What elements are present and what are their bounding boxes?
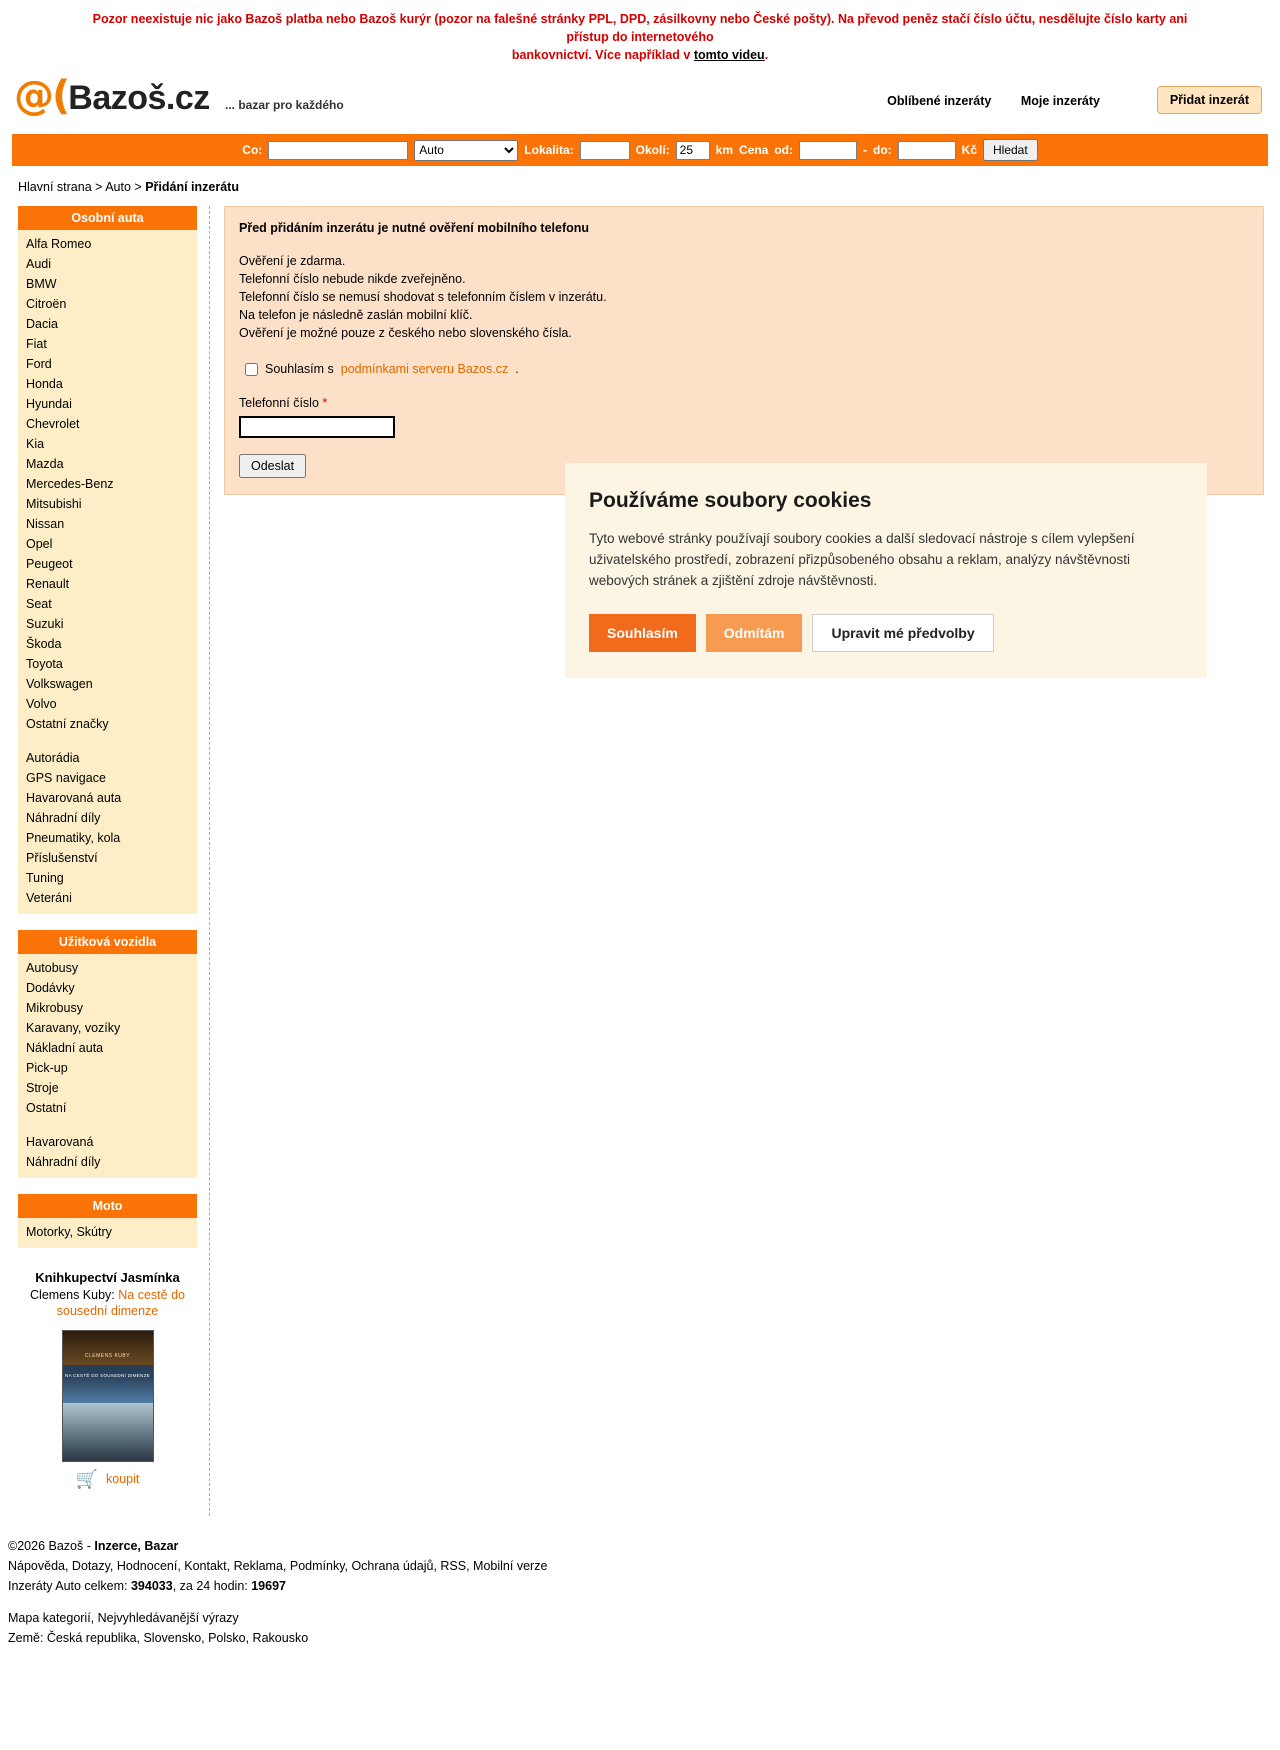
breadcrumb-category[interactable]: Auto: [105, 180, 131, 195]
fraud-warning: [0, 0, 1280, 70]
submit-button[interactable]: Odeslat: [239, 454, 306, 478]
price-to-label: do:: [873, 143, 892, 158]
sidebar-item-ford[interactable]: Ford: [26, 357, 52, 372]
sidebar-item-audi[interactable]: Audi: [26, 257, 52, 272]
cookie-reject-button[interactable]: Odmítám: [706, 614, 803, 652]
sidebar-item-volkswagen[interactable]: Volkswagen: [26, 677, 93, 692]
warning-line-2a: bankovnictví. Více například v: [511, 48, 694, 63]
locality-input[interactable]: [580, 141, 630, 160]
category-select[interactable]: [414, 140, 518, 161]
footer-stats-day: 19697: [251, 1578, 286, 1593]
sidebar-item-hyundai[interactable]: Hyundai: [26, 397, 72, 412]
book-cover-author: CLEMENS KUBY: [84, 1352, 131, 1359]
sidebar-item-dodavky[interactable]: Dodávky: [26, 981, 75, 996]
link-favourite-ads[interactable]: Oblíbené inzeráty: [887, 94, 992, 109]
footer-copyright-bold: Inzerce, Bazar: [94, 1538, 179, 1553]
breadcrumb-sep-2: >: [130, 180, 146, 195]
sidebar-item-nahradni-dily[interactable]: Náhradní díly: [26, 811, 101, 826]
verify-line-5: Ověření je možné pouze z českého nebo slovenského čísla.: [239, 326, 572, 340]
verify-line-3: Telefonní číslo se nemusí shodovat s telefonním číslem v inzerátu.: [239, 289, 607, 304]
sidebar-item-dacia[interactable]: Dacia: [26, 317, 58, 332]
cookie-accept-button[interactable]: Souhlasím: [589, 614, 696, 652]
sidebar-item-tuning[interactable]: Tuning: [26, 871, 64, 886]
category-title: Moto: [18, 1194, 197, 1218]
phone-input[interactable]: [239, 416, 395, 438]
footer-countries[interactable]: Země: Česká republika, Slovensko, Polsko, Rakousko: [8, 1630, 309, 1645]
book-cover-photo: [63, 1403, 153, 1461]
sidebar-item-toyota[interactable]: Toyota: [26, 657, 63, 672]
locality-label: Lokalita:: [524, 143, 574, 158]
price-from-label: od:: [774, 143, 793, 158]
sidebar-item-volvo[interactable]: Volvo: [26, 697, 57, 712]
cookie-banner: [565, 463, 1207, 678]
category-title: Osobní auta: [18, 206, 197, 230]
at-icon: @(: [14, 73, 69, 120]
sidebar: [18, 206, 210, 1515]
sidebar-item-autoradia[interactable]: Autorádia: [26, 751, 80, 766]
currency-label: Kč: [961, 143, 977, 158]
verify-line-2: Telefonní číslo nebude nikde zveřejněno.: [239, 271, 466, 286]
category-title: Užitková vozidla: [18, 930, 197, 954]
footer-stats: [8, 1576, 1280, 1596]
breadcrumb-home[interactable]: Hlavní strana: [18, 180, 92, 195]
category-box-uzitkova-vozidla: [18, 930, 197, 1178]
category-divider: [18, 734, 197, 748]
main-content: [210, 206, 1280, 642]
price-dash: -: [863, 143, 867, 158]
sidebar-item-pneumatiky-kola[interactable]: Pneumatiky, kola: [26, 831, 121, 846]
sidebar-item-motorky-skutry[interactable]: Motorky, Skútry: [26, 1225, 112, 1240]
buy-row: [18, 1470, 197, 1488]
terms-checkbox[interactable]: [245, 363, 258, 376]
cart-icon: 🛒: [75, 1468, 99, 1489]
sidebar-item-seat[interactable]: Seat: [26, 597, 52, 612]
footer-links[interactable]: Nápověda, Dotazy, Hodnocení, Kontakt, Reklama, Podmínky, Ochrana údajů, RSS, Mobilní verze: [8, 1558, 548, 1573]
promo-book-link[interactable]: Na cestě do sousední dimenze: [56, 1288, 185, 1318]
book-cover-image[interactable]: [62, 1330, 154, 1462]
breadcrumb: [18, 180, 1280, 194]
header-links: [861, 94, 1100, 108]
sidebar-item-mazda[interactable]: Mazda: [26, 457, 64, 472]
book-cover-top: [63, 1331, 153, 1365]
footer-stats-mid: , za 24 hodin:: [172, 1578, 252, 1593]
site-footer: [8, 1536, 1280, 1668]
buy-link[interactable]: koupit: [106, 1471, 140, 1486]
site-header: [0, 70, 1280, 128]
sidebar-item-havarovana[interactable]: Havarovaná: [26, 1135, 94, 1150]
cookie-customize-button[interactable]: Upravit mé předvolby: [812, 614, 993, 652]
sidebar-item-veterani[interactable]: Veteráni: [26, 891, 72, 906]
verify-line-1: Ověření je zdarma.: [239, 253, 346, 268]
sidebar-item-citroen[interactable]: Citroën: [26, 297, 67, 312]
sidebar-item-kia[interactable]: Kia: [26, 437, 45, 452]
phone-verification-panel: [224, 206, 1264, 495]
verify-info-lines: [239, 252, 1249, 343]
price-to-input[interactable]: [898, 141, 956, 160]
breadcrumb-current: Přidání inzerátu: [145, 180, 239, 195]
sidebar-item-mikrobusy[interactable]: Mikrobusy: [26, 1001, 83, 1016]
sidebar-item-honda[interactable]: Honda: [26, 377, 63, 392]
phone-label-text: Telefonní číslo: [239, 396, 319, 411]
sidebar-item-mitsubishi[interactable]: Mitsubishi: [26, 497, 82, 512]
sidebar-item-bmw[interactable]: BMW: [26, 277, 57, 292]
content-area: [0, 206, 1280, 1515]
sidebar-item-ostatni-znacky[interactable]: Ostatní značky: [26, 717, 109, 732]
sidebar-item-autobusy[interactable]: Autobusy: [26, 961, 79, 976]
required-marker: *: [322, 396, 328, 411]
footer-stats-prefix: Inzeráty Auto celkem:: [8, 1578, 131, 1593]
sidebar-item-mercedes-benz[interactable]: Mercedes-Benz: [26, 477, 114, 492]
logo-text: Bazoš.cz: [68, 79, 210, 118]
breadcrumb-sep-1: >: [91, 180, 106, 195]
footer-copyright: [8, 1536, 1280, 1556]
search-bar: [12, 134, 1268, 166]
category-list: [18, 230, 197, 914]
sidebar-item-fiat[interactable]: Fiat: [26, 337, 47, 352]
sidebar-item-renault[interactable]: Renault: [26, 577, 70, 592]
warning-video-link[interactable]: tomto videu: [693, 48, 765, 63]
category-list: [18, 954, 197, 1178]
promo-title: Knihkupectví Jasmínka: [35, 1270, 180, 1286]
logo[interactable]: [14, 73, 210, 120]
sidebar-item-chevrolet[interactable]: Chevrolet: [26, 417, 80, 432]
terms-dot: .: [515, 362, 519, 377]
footer-stats-total: 394033: [130, 1578, 173, 1593]
sidebar-item-ostatni[interactable]: Ostatní: [26, 1101, 67, 1116]
book-cover-title: NA CESTĚ DO SOUSEDNÍ DIMENZE: [65, 1372, 150, 1378]
footer-map-links[interactable]: Mapa kategorií, Nejvyhledávanější výrazy: [8, 1610, 239, 1625]
category-list: [18, 1218, 197, 1248]
sidebar-item-peugeot[interactable]: Peugeot: [26, 557, 73, 572]
cookie-buttons: [589, 614, 1179, 652]
sidebar-item-alfa-romeo[interactable]: Alfa Romeo: [26, 237, 92, 252]
warning-line-2b: .: [764, 48, 769, 63]
promo-bookstore: [18, 1264, 197, 1497]
search-button[interactable]: Hledat: [983, 139, 1038, 161]
sidebar-item-pick-up[interactable]: Pick-up: [26, 1061, 68, 1076]
sidebar-item-opel[interactable]: Opel: [26, 537, 53, 552]
sidebar-item-stroje[interactable]: Stroje: [26, 1081, 59, 1096]
warning-line-1: Pozor neexistuje nic jako Bazoš platba nebo Bazoš kurýr (pozor na falešné stránky PPL, DPD, zásilkovny nebo České pošty). Na převod peněz stačí číslo účtu, nesdělujte číslo karty ani přístup do internetového: [92, 12, 1188, 45]
sidebar-item-skoda[interactable]: Škoda: [26, 637, 62, 652]
radius-label: Okolí:: [635, 143, 670, 158]
sidebar-item-prislusenstvi[interactable]: Příslušenství: [26, 851, 98, 866]
search-input[interactable]: [268, 141, 408, 160]
promo-subtitle: [18, 1288, 197, 1319]
link-my-ads[interactable]: Moje inzeráty: [1020, 94, 1100, 109]
verify-line-4: Na telefon je následně zaslán mobilní klíč.: [239, 307, 473, 322]
terms-text: Souhlasím s: [265, 362, 334, 377]
cookie-title: Používáme soubory cookies: [589, 489, 872, 513]
terms-agreement-row: [245, 360, 1249, 378]
add-ad-button[interactable]: Přidat inzerát: [1157, 86, 1262, 114]
category-box-moto: [18, 1194, 197, 1248]
sidebar-item-suzuki[interactable]: Suzuki: [26, 617, 64, 632]
verify-title: Před přidáním inzerátu je nutné ověření mobilního telefonu: [239, 221, 590, 236]
footer-spacer: [8, 1596, 1280, 1608]
category-box-osobni-auta: [18, 206, 197, 914]
km-label: km: [715, 143, 733, 158]
sidebar-item-nahradni-dily-uzitkova[interactable]: Náhradní díly: [26, 1155, 101, 1170]
sidebar-item-nakladni-auta[interactable]: Nákladní auta: [26, 1041, 104, 1056]
radius-input[interactable]: [676, 141, 710, 160]
footer-copyright-text: ©2026 Bazoš -: [8, 1538, 95, 1553]
sidebar-item-nissan[interactable]: Nissan: [26, 517, 65, 532]
sidebar-item-gps-navigace[interactable]: GPS navigace: [26, 771, 106, 786]
cookie-text: Tyto webové stránky používají soubory cookies a další sledovací nástroje s cílem vylepšení uživatelského prostředí, zobrazení přizpůsobeného obsahu a reklam, analýzy návštěvnosti webových stránek a zjištění zdroje návštěvnosti.: [589, 531, 1135, 589]
site-slogan: ... bazar pro každého: [225, 98, 344, 113]
search-what-label: Co:: [242, 143, 263, 158]
sidebar-item-havarovana-auta[interactable]: Havarovaná auta: [26, 791, 122, 806]
price-from-input[interactable]: [799, 141, 857, 160]
price-label: Cena: [739, 143, 769, 158]
promo-author: Clemens Kuby:: [30, 1288, 115, 1303]
terms-link[interactable]: podmínkami serveru Bazos.cz: [340, 362, 509, 377]
sidebar-item-karavany-voziky[interactable]: Karavany, vozíky: [26, 1021, 121, 1036]
phone-field-label: [239, 394, 1249, 412]
category-divider: [18, 1118, 197, 1132]
